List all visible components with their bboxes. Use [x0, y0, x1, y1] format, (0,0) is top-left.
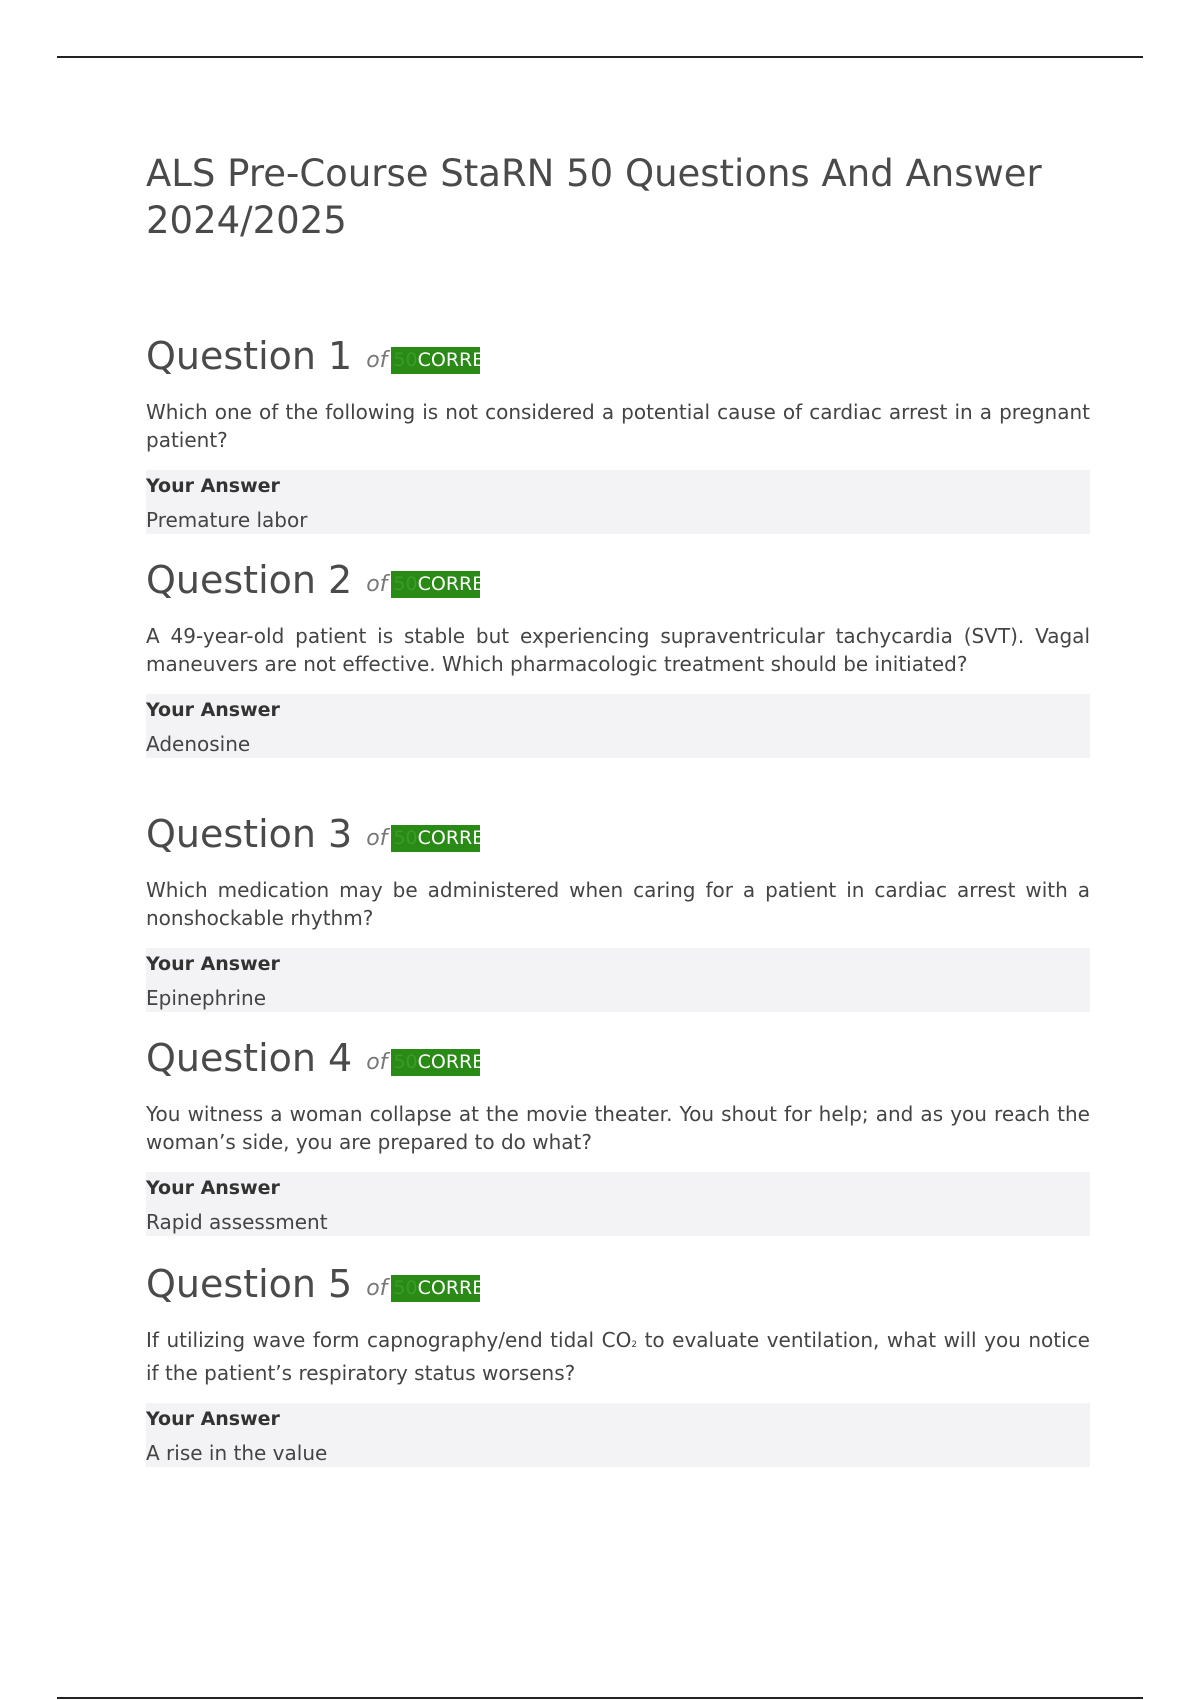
answer-box	[146, 470, 1090, 534]
result-status: CORRECT	[417, 1276, 510, 1299]
question-text: You witness a woman collapse at the movie theater. You shout for help; and as you reach the woman’s side, you are prepared to do what?	[146, 1102, 1090, 1154]
question-of-label: of	[366, 571, 388, 597]
question-2	[146, 554, 1090, 758]
question-text	[146, 1326, 1090, 1387]
question-total: 50	[393, 348, 418, 371]
result-badge	[391, 347, 510, 374]
result-badge	[391, 571, 510, 598]
question-of-label: of	[366, 347, 388, 373]
result-badge	[391, 1049, 510, 1076]
result-status: CORRECT	[417, 1050, 510, 1073]
question-of-label: of	[366, 1049, 388, 1075]
question-title: Question 1	[146, 334, 353, 378]
answer-box	[146, 1172, 1090, 1236]
answer-box	[146, 948, 1090, 1012]
question-header	[146, 808, 1090, 860]
question-header	[146, 330, 1090, 382]
footer-rule	[57, 1697, 1143, 1699]
answer-label: Your Answer	[146, 1177, 280, 1199]
answer-label: Your Answer	[146, 475, 280, 497]
question-of-label: of	[366, 1275, 388, 1301]
answer-box	[146, 1403, 1090, 1467]
question-total: 50	[393, 826, 418, 849]
result-badge	[391, 1275, 510, 1302]
question-text-part: to evaluate ventilation, what will you notice if the patient’s respiratory status worsens?	[146, 1328, 1090, 1385]
question-title: Question 4	[146, 1036, 353, 1080]
result-status: CORRECT	[417, 572, 510, 595]
question-title: Question 3	[146, 812, 353, 856]
question-of-label: of	[366, 825, 388, 851]
answer-value: Epinephrine	[146, 986, 266, 1010]
document-body	[146, 150, 1090, 1465]
answer-value: Premature labor	[146, 508, 308, 532]
question-4	[146, 1032, 1090, 1236]
question-3	[146, 808, 1090, 1012]
question-text: A 49-year-old patient is stable but experiencing supraventricular tachycardia (SVT). Vagal maneuvers are not effective. Which pharmacologic treatment should be initiated?	[146, 624, 1090, 676]
question-header	[146, 1258, 1090, 1310]
question-5	[146, 1258, 1090, 1467]
question-1	[146, 330, 1090, 534]
result-status: CORRECT	[417, 826, 510, 849]
question-total: 50	[393, 1050, 418, 1073]
result-status: CORRECT	[417, 348, 510, 371]
question-total: 50	[393, 572, 418, 595]
answer-value: Rapid assessment	[146, 1210, 328, 1234]
answer-label: Your Answer	[146, 1408, 280, 1430]
subscript-2: 2	[631, 1340, 638, 1350]
question-title: Question 5	[146, 1262, 353, 1306]
answer-label: Your Answer	[146, 953, 280, 975]
answer-value: Adenosine	[146, 732, 251, 756]
document-title: ALS Pre-Course StaRN 50 Questions And Answer 2024/2025	[146, 152, 1042, 242]
answer-box	[146, 694, 1090, 758]
question-text: Which medication may be administered when caring for a patient in cardiac arrest with a nonshockable rhythm?	[146, 878, 1090, 930]
question-text: Which one of the following is not considered a potential cause of cardiac arrest in a pregnant patient?	[146, 400, 1090, 452]
question-header	[146, 554, 1090, 606]
answer-label: Your Answer	[146, 699, 280, 721]
header-rule	[57, 56, 1143, 58]
answer-value: A rise in the value	[146, 1441, 328, 1465]
result-badge	[391, 825, 510, 852]
question-title: Question 2	[146, 558, 353, 602]
question-text-part: If utilizing wave form capnography/end tidal CO	[146, 1328, 632, 1352]
question-header	[146, 1032, 1090, 1084]
question-total: 50	[393, 1276, 418, 1299]
